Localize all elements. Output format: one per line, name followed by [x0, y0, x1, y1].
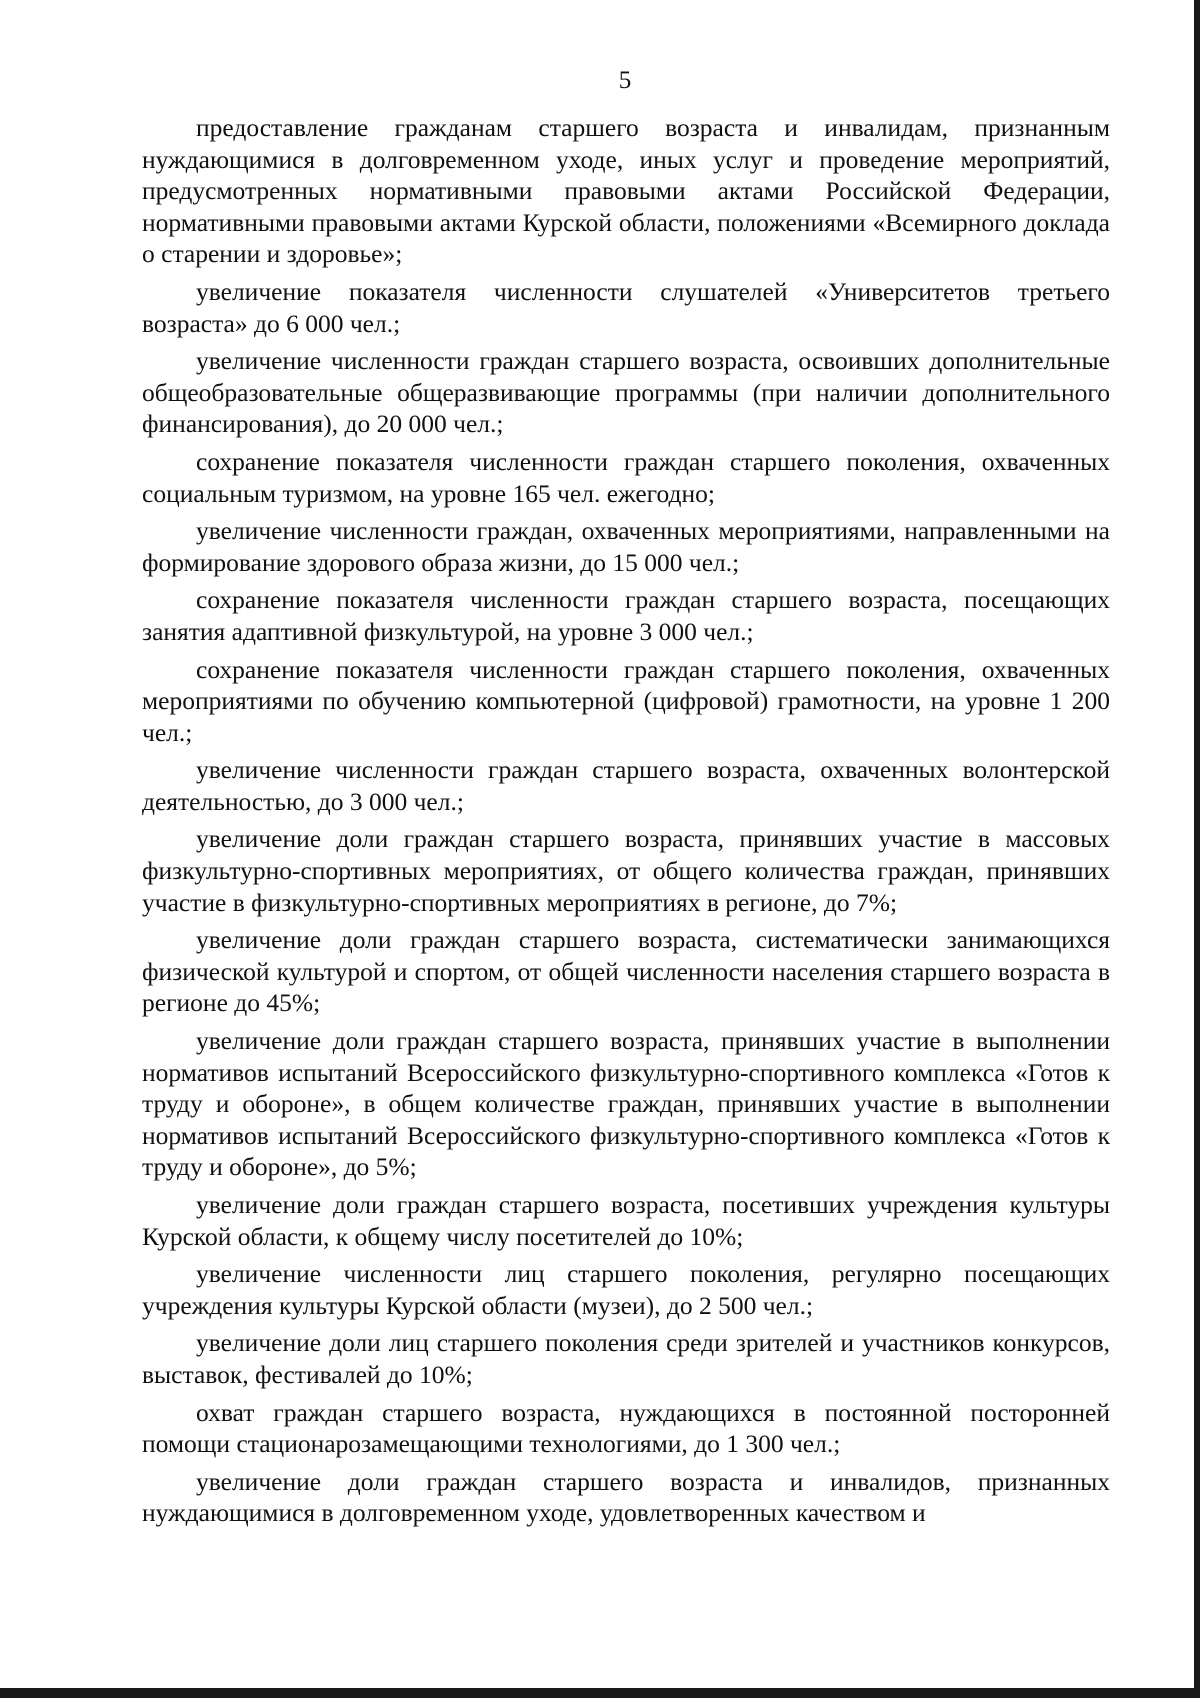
paragraph-10: увеличение доли граждан старшего возраста, принявших участие в выполнении нормативов испытаний Всероссийского физкультурно-спортивного комплекса «Готов к труду и обороне», в общем количестве граждан, принявших участие в выполнении нормативов испытаний Всероссийского физкультурно-спортивного комплекса «Готов к труду и обороне», до 5%; [142, 1026, 1110, 1182]
paragraph-5: сохранение показателя численности граждан старшего возраста, посещающих занятия адаптивной физкультурой, на уровне 3 000 чел.; [142, 585, 1110, 646]
paragraph-8: увеличение доли граждан старшего возраста, принявших участие в массовых физкультурно-спортивных мероприятиях, от общего количества граждан, принявших участие в физкультурно-спортивных мероприятиях в регионе, до 7%; [142, 824, 1110, 917]
page-number: 5 [618, 67, 632, 94]
paragraph-1: увеличение показателя численности слушателей «Университетов третьего возраста» до 6 000 чел.; [142, 276, 1110, 338]
paragraph-9: увеличение доли граждан старшего возраста, систематически занимающихся физической культурой и спортом, от общей численности населения старшего возраста в регионе до 45%; [142, 925, 1110, 1018]
paragraph-15: увеличение доли граждан старшего возраста и инвалидов, признанных нуждающимися в долговременном уходе, удовлетворенных качеством и [142, 1466, 1110, 1528]
paragraph-2: увеличение численности граждан старшего возраста, освоивших дополнительные общеобразовательные общеразвивающие программы (при наличии дополнительного финансирования), до 20 000 чел.; [142, 346, 1110, 439]
scan-edge-bottom [0, 1688, 1200, 1698]
paragraph-4: увеличение численности граждан, охваченных мероприятиями, направленными на формирование здорового образа жизни, до 15 000 чел.; [142, 516, 1110, 577]
paragraph-3: сохранение показателя численности граждан старшего поколения, охваченных социальным туризмом, на уровне 165 чел. ежегодно; [142, 446, 1110, 508]
paragraph-7: увеличение численности граждан старшего возраста, охваченных волонтерской деятельностью, до 3 000 чел.; [142, 755, 1110, 816]
paragraph-14: охват граждан старшего возраста, нуждающихся в постоянной посторонней помощи стационарозамещающими технологиями, до 1 300 чел.; [142, 1397, 1110, 1459]
paragraph-12: увеличение численности лиц старшего поколения, регулярно посещающих учреждения культуры Курской области (музеи), до 2 500 чел.; [142, 1259, 1110, 1320]
paragraph-6: сохранение показателя численности граждан старшего поколения, охваченных мероприятиями по обучению компьютерной (цифровой) грамотности, на уровне 1 200 чел.; [142, 654, 1110, 747]
document-body [142, 112, 1110, 1529]
paragraph-13: увеличение доли лиц старшего поколения среди зрителей и участников конкурсов, выставок, фестивалей до 10%; [142, 1328, 1110, 1389]
paragraph-11: увеличение доли граждан старшего возраста, посетивших учреждения культуры Курской области, к общему числу посетителей до 10%; [142, 1190, 1110, 1251]
scan-edge-right [1194, 0, 1200, 1698]
paragraph-0: предоставление гражданам старшего возраста и инвалидам, признанным нуждающимися в долговременном уходе, иных услуг и проведение мероприятий, предусмотренных нормативными правовыми актами Российской Федерации, нормативными правовыми актами Курской области, положениями «Всемирного доклада о старении и здоровье»; [142, 113, 1110, 269]
